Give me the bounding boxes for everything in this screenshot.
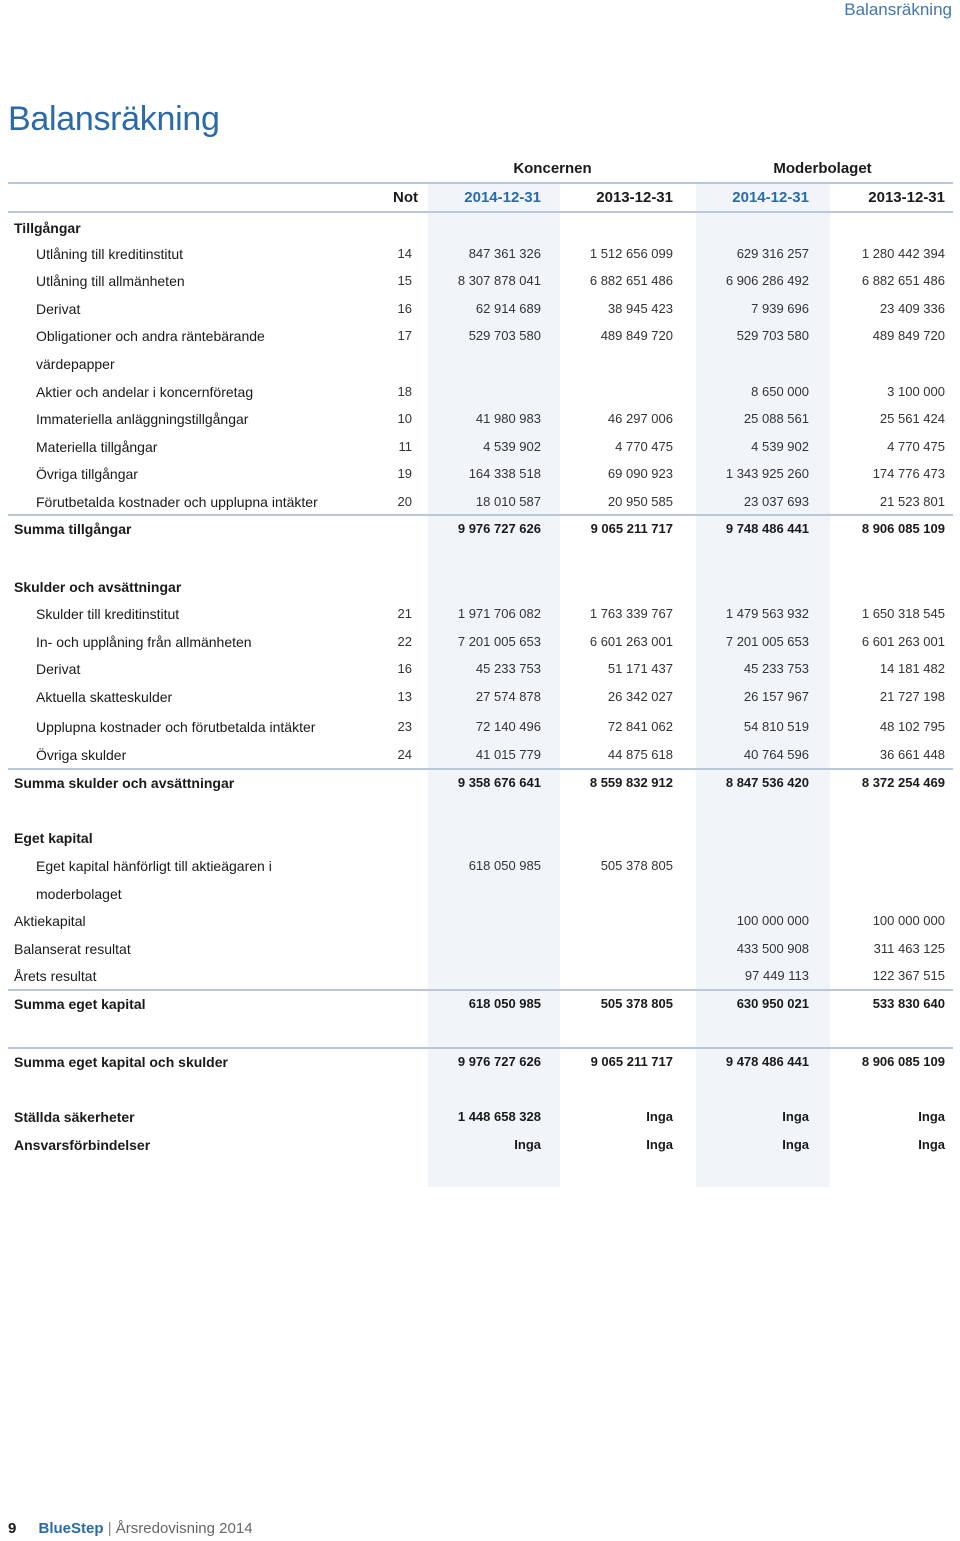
row-value-2: 505 378 805: [600, 858, 673, 873]
footer-separator: |: [107, 1520, 112, 1537]
total-rule: [8, 514, 953, 516]
row-value-4: 3 100 000: [887, 384, 945, 399]
row-value-4: 174 776 473: [872, 466, 945, 481]
column-header-not: Not: [393, 189, 418, 206]
row-value-3: 100 000 000: [736, 913, 809, 928]
row-value-4: 14 181 482: [879, 661, 945, 676]
row-value-2: 51 171 437: [607, 661, 673, 676]
row-value-1: 618 050 985: [468, 996, 541, 1011]
column-header-koncernen-2014: 2014-12-31: [464, 189, 541, 206]
row-value-1: 8 307 878 041: [457, 273, 541, 288]
row-value-2: 489 849 720: [600, 328, 673, 343]
row-note: 22: [397, 634, 412, 649]
row-note: 10: [397, 411, 412, 426]
row-label: Eget kapital hänförligt till aktieägaren i: [36, 858, 272, 874]
row-value-4: 1 280 442 394: [861, 246, 945, 261]
row-value-3: 25 088 561: [743, 411, 809, 426]
row-value-3: 629 316 257: [736, 246, 809, 261]
row-value-1: 7 201 005 653: [457, 634, 541, 649]
row-value-2: 505 378 805: [600, 996, 673, 1011]
row-label: Eget kapital: [14, 830, 93, 846]
row-label: värdepapper: [36, 356, 115, 372]
row-label: Balanserat resultat: [14, 941, 131, 957]
group-header-koncernen: Koncernen: [513, 160, 592, 177]
row-value-3: 1 343 925 260: [725, 466, 809, 481]
row-value-4: 25 561 424: [879, 411, 945, 426]
row-value-2: Inga: [646, 1109, 673, 1124]
row-value-4: 21 727 198: [879, 689, 945, 704]
row-value-2: 9 065 211 717: [590, 1054, 673, 1069]
row-value-1: 18 010 587: [475, 494, 541, 509]
row-value-2: 1 512 656 099: [589, 246, 673, 261]
row-value-4: 36 661 448: [879, 747, 945, 762]
row-note: 20: [397, 494, 412, 509]
row-label: Derivat: [36, 301, 81, 317]
row-note: 16: [397, 661, 412, 676]
row-value-1: 41 015 779: [475, 747, 541, 762]
row-value-2: 20 950 585: [607, 494, 673, 509]
document-name: Årsredovisning 2014: [115, 1520, 253, 1537]
row-value-3: 7 201 005 653: [725, 634, 809, 649]
row-note: 24: [397, 747, 412, 762]
table-row: [0, 689, 960, 715]
row-label: Skulder till kreditinstitut: [36, 606, 180, 622]
brand-name: BlueStep: [38, 1520, 104, 1537]
row-value-2: 1 763 339 767: [589, 606, 673, 621]
row-value-4: 8 906 085 109: [861, 521, 945, 536]
row-note: 11: [398, 439, 412, 454]
table-row: [0, 886, 960, 912]
row-label: Ansvarsförbindelser: [14, 1137, 151, 1153]
table-row: [0, 941, 960, 967]
row-value-1: 847 361 326: [468, 246, 541, 261]
table-row: [0, 634, 960, 660]
table-row: [0, 606, 960, 632]
row-label: Övriga tillgångar: [36, 466, 138, 482]
row-label: Summa eget kapital och skulder: [14, 1054, 228, 1070]
row-value-1: 72 140 496: [475, 719, 541, 734]
table-row: [0, 661, 960, 687]
row-value-2: 26 342 027: [607, 689, 673, 704]
row-value-2: 69 090 923: [607, 466, 673, 481]
header-bottom-rule: [8, 211, 953, 213]
table-row: [0, 719, 960, 745]
row-note: 15: [397, 273, 412, 288]
row-value-1: 62 914 689: [475, 301, 541, 316]
row-value-3: 9 478 486 441: [725, 1054, 809, 1069]
row-note: 16: [397, 301, 412, 316]
total-row: [0, 996, 960, 1022]
row-note: 19: [397, 466, 412, 481]
row-label: Förutbetalda kostnader och upplupna intäkter: [36, 494, 318, 510]
row-value-3: 7 939 696: [751, 301, 809, 316]
column-header-koncernen-2013: 2013-12-31: [596, 189, 673, 206]
table-row: [0, 913, 960, 939]
row-value-4: 48 102 795: [879, 719, 945, 734]
row-note: 21: [397, 606, 412, 621]
total-rule: [8, 768, 953, 770]
row-label: Upplupna kostnader och förutbetalda intäkter: [36, 719, 316, 735]
row-value-2: 44 875 618: [607, 747, 673, 762]
row-value-1: 4 539 902: [483, 439, 541, 454]
section-heading-row: [0, 220, 960, 246]
row-value-1: 164 338 518: [468, 466, 541, 481]
row-value-3: 40 764 596: [743, 747, 809, 762]
row-label: Övriga skulder: [36, 747, 127, 763]
row-label: Derivat: [36, 661, 81, 677]
row-value-4: 8 906 085 109: [861, 1054, 945, 1069]
row-label: In- och upplåning från allmänheten: [36, 634, 252, 650]
row-value-2: 9 065 211 717: [590, 521, 673, 536]
table-row: [0, 384, 960, 410]
table-row: [0, 439, 960, 465]
row-value-3: 8 847 536 420: [725, 775, 809, 790]
page-title: Balansräkning: [8, 100, 220, 138]
row-value-2: 46 297 006: [607, 411, 673, 426]
row-value-4: Inga: [918, 1109, 945, 1124]
section-heading-row: [0, 830, 960, 856]
row-value-2: 72 841 062: [607, 719, 673, 734]
row-value-4: 6 601 263 001: [861, 634, 945, 649]
table-row: [0, 246, 960, 272]
table-row: [0, 301, 960, 327]
group-header-moderbolaget: Moderbolaget: [773, 160, 872, 177]
table-row: [0, 858, 960, 884]
row-value-3: 4 539 902: [751, 439, 809, 454]
row-value-1: Inga: [514, 1137, 541, 1152]
row-label: Summa tillgångar: [14, 521, 132, 537]
row-label: Materiella tillgångar: [36, 439, 158, 455]
row-note: 23: [397, 719, 412, 734]
total-row: [0, 1109, 960, 1135]
row-value-4: 311 463 125: [873, 941, 945, 956]
row-label: moderbolaget: [36, 886, 122, 902]
row-value-3: 9 748 486 441: [725, 521, 809, 536]
total-row: [0, 1137, 960, 1163]
row-value-2: Inga: [646, 1137, 673, 1152]
row-label: Summa eget kapital: [14, 996, 146, 1012]
row-value-4: 8 372 254 469: [861, 775, 945, 790]
row-label: Utlåning till allmänheten: [36, 273, 185, 289]
row-value-3: 8 650 000: [751, 384, 809, 399]
row-value-4: 21 523 801: [879, 494, 945, 509]
table-row: [0, 273, 960, 299]
row-value-3: 6 906 286 492: [725, 273, 809, 288]
row-label: Summa skulder och avsättningar: [14, 775, 235, 791]
row-value-3: 45 233 753: [743, 661, 809, 676]
row-value-2: 6 601 263 001: [589, 634, 673, 649]
table-row: [0, 356, 960, 382]
row-value-1: 1 448 658 328: [457, 1109, 541, 1124]
row-value-3: Inga: [782, 1137, 809, 1152]
row-value-1: 1 971 706 082: [457, 606, 541, 621]
table-row: [0, 411, 960, 437]
row-label: Obligationer och andra räntebärande: [36, 328, 265, 344]
total-row: [0, 775, 960, 801]
row-value-3: 1 479 563 932: [725, 606, 809, 621]
table-row: [0, 328, 960, 354]
row-value-4: 489 849 720: [872, 328, 945, 343]
row-value-4: 100 000 000: [872, 913, 945, 928]
row-label: Immateriella anläggningstillgångar: [36, 411, 249, 427]
row-value-4: Inga: [918, 1137, 945, 1152]
row-value-1: 529 703 580: [468, 328, 541, 343]
row-label: Skulder och avsättningar: [14, 579, 182, 595]
row-value-2: 8 559 832 912: [589, 775, 673, 790]
total-rule: [8, 1047, 953, 1049]
row-label: Utlåning till kreditinstitut: [36, 246, 184, 262]
row-label: Tillgångar: [14, 220, 81, 236]
row-value-4: 533 830 640: [872, 996, 945, 1011]
row-note: 14: [397, 246, 412, 261]
row-value-3: 630 950 021: [736, 996, 809, 1011]
row-value-1: 45 233 753: [475, 661, 541, 676]
running-head: Balansräkning: [844, 0, 952, 19]
row-value-3: 26 157 967: [743, 689, 809, 704]
row-note: 18: [397, 384, 412, 399]
column-header-moderbolaget-2014: 2014-12-31: [732, 189, 809, 206]
table-row: [0, 466, 960, 492]
row-value-2: 4 770 475: [615, 439, 673, 454]
row-value-2: 6 882 651 486: [589, 273, 673, 288]
row-value-1: 9 976 727 626: [457, 1054, 541, 1069]
row-value-4: 122 367 515: [872, 968, 945, 983]
row-value-3: 433 500 908: [736, 941, 809, 956]
row-label: Aktier och andelar i koncernföretag: [36, 384, 254, 400]
row-value-1: 41 980 983: [475, 411, 541, 426]
row-note: 13: [397, 689, 412, 704]
row-value-1: 9 976 727 626: [457, 521, 541, 536]
row-label: Årets resultat: [14, 968, 97, 984]
row-value-3: 23 037 693: [743, 494, 809, 509]
page-footer: [8, 1520, 253, 1537]
row-value-1: 27 574 878: [475, 689, 541, 704]
row-value-4: 6 882 651 486: [861, 273, 945, 288]
column-header-moderbolaget-2013: 2013-12-31: [868, 189, 945, 206]
section-heading-row: [0, 579, 960, 605]
table-row: [0, 494, 960, 520]
row-value-1: 9 358 676 641: [457, 775, 541, 790]
row-value-4: 23 409 336: [879, 301, 945, 316]
row-value-3: 97 449 113: [744, 968, 809, 983]
row-note: 17: [397, 328, 412, 343]
row-label: Aktiekapital: [14, 913, 86, 929]
row-value-3: 54 810 519: [743, 719, 809, 734]
row-value-3: Inga: [782, 1109, 809, 1124]
header-top-rule: [8, 182, 953, 184]
page-number: 9: [8, 1520, 17, 1537]
row-value-4: 4 770 475: [887, 439, 945, 454]
row-label: Aktuella skatteskulder: [36, 689, 173, 705]
total-row: [0, 521, 960, 547]
row-value-4: 1 650 318 545: [861, 606, 945, 621]
total-row: [0, 1054, 960, 1080]
row-value-1: 618 050 985: [468, 858, 541, 873]
row-value-2: 38 945 423: [607, 301, 673, 316]
row-value-3: 529 703 580: [736, 328, 809, 343]
total-rule: [8, 989, 953, 991]
row-label: Ställda säkerheter: [14, 1109, 135, 1125]
